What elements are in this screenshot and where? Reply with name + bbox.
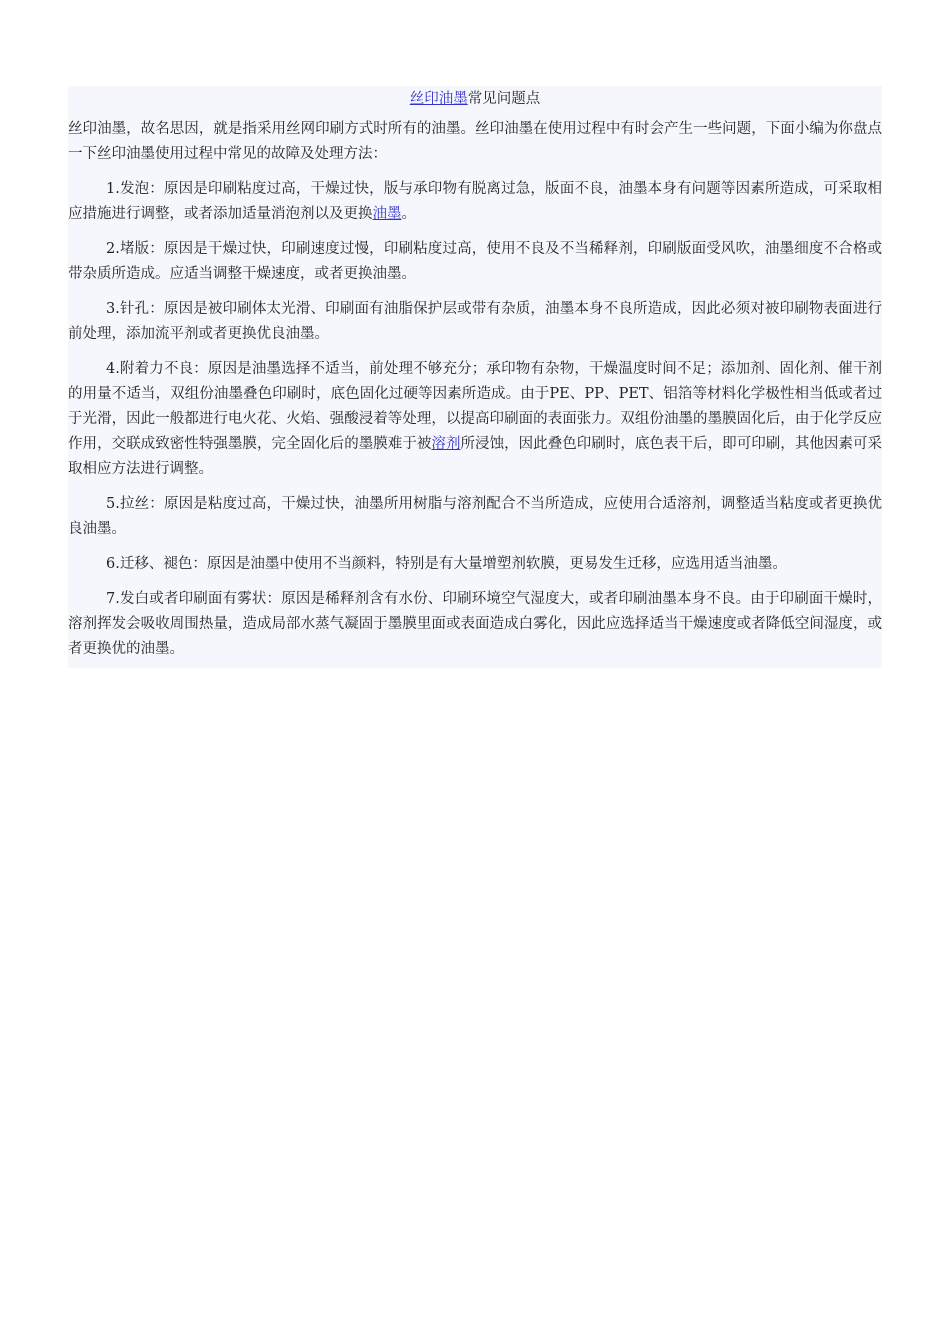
item-5-paragraph: 5.拉丝：原因是粘度过高，干燥过快，油墨所用树脂与溶剂配合不当所造成，应使用合适溶剂，调整适当粘度或者更换优良油墨。: [68, 496, 882, 537]
item-7-paragraph: 7.发白或者印刷面有雾状：原因是稀释剂含有水份、印刷环境空气湿度大，或者印刷油墨本身不良。由于印刷面干燥时，溶剂挥发会吸收周围热量，造成局部水蒸气凝固于墨膜里面或表面造成白雾化，因此应选择适当干燥速度或者降低空间湿度，或者更换优的油墨。: [68, 591, 882, 657]
solvent-link[interactable]: 溶剂: [431, 436, 461, 452]
item-6-paragraph: 6.迁移、褪色：原因是油墨中使用不当颜料，特别是有大量增塑剂软膜，更易发生迁移，应选用适当油墨。: [106, 556, 787, 572]
item-1-tail: 。: [401, 206, 416, 222]
ink-link[interactable]: 油墨: [372, 206, 402, 222]
article-container: [68, 86, 882, 668]
item-4-text: 4.附着力不良：原因是油墨选择不适当，前处理不够充分；承印物有杂物，干燥温度时间不足；添加剂、固化剂、催干剂的用量不适当，双组份油墨叠色印刷时，底色固化过硬等因素所造成。由于PE、PP、PET、铝箔等材料化学极性相当低或者过于光滑，因此一般都进行电火花、火焰、强酸浸着等处理，以提高印刷面的表面张力。双组份油墨的墨膜固化后，由于化学反应作用，交联成致密性特强墨膜，完全固化后的墨膜难于被: [68, 361, 882, 452]
item-3-paragraph: 3.针孔：原因是被印刷体太光滑、印刷面有油脂保护层或带有杂质，油墨本身不良所造成，因此必须对被印刷物表面进行前处理，添加流平剂或者更换优良油墨。: [68, 301, 882, 342]
item-1-text: 1.发泡：原因是印刷粘度过高，干燥过快，版与承印物有脱离过急，版面不良，油墨本身有问题等因素所造成，可采取相应措施进行调整，或者添加适量消泡剂以及更换: [68, 181, 882, 222]
item-1-paragraph: [68, 177, 882, 227]
item-4-paragraph: [68, 357, 882, 482]
title-link[interactable]: 丝印油墨: [409, 91, 468, 107]
item-4-tail: 所浸蚀，因此叠色印刷时，底色表干后，即可印刷，其他因素可采取相应方法进行调整。: [68, 436, 883, 477]
article-title: [68, 86, 882, 112]
intro-paragraph: 丝印油墨，故名思因，就是指采用丝网印刷方式时所有的油墨。丝印油墨在使用过程中有时会产生一些问题，下面小编为你盘点一下丝印油墨使用过程中常见的故障及处理方法：: [68, 121, 882, 162]
item-2-paragraph: 2.堵版：原因是干燥过快，印刷速度过慢，印刷粘度过高，使用不良及不当稀释剂，印刷版面受风吹，油墨细度不合格或带杂质所造成。应适当调整干燥速度，或者更换油墨。: [68, 241, 882, 282]
title-text: 常见问题点: [467, 91, 541, 107]
